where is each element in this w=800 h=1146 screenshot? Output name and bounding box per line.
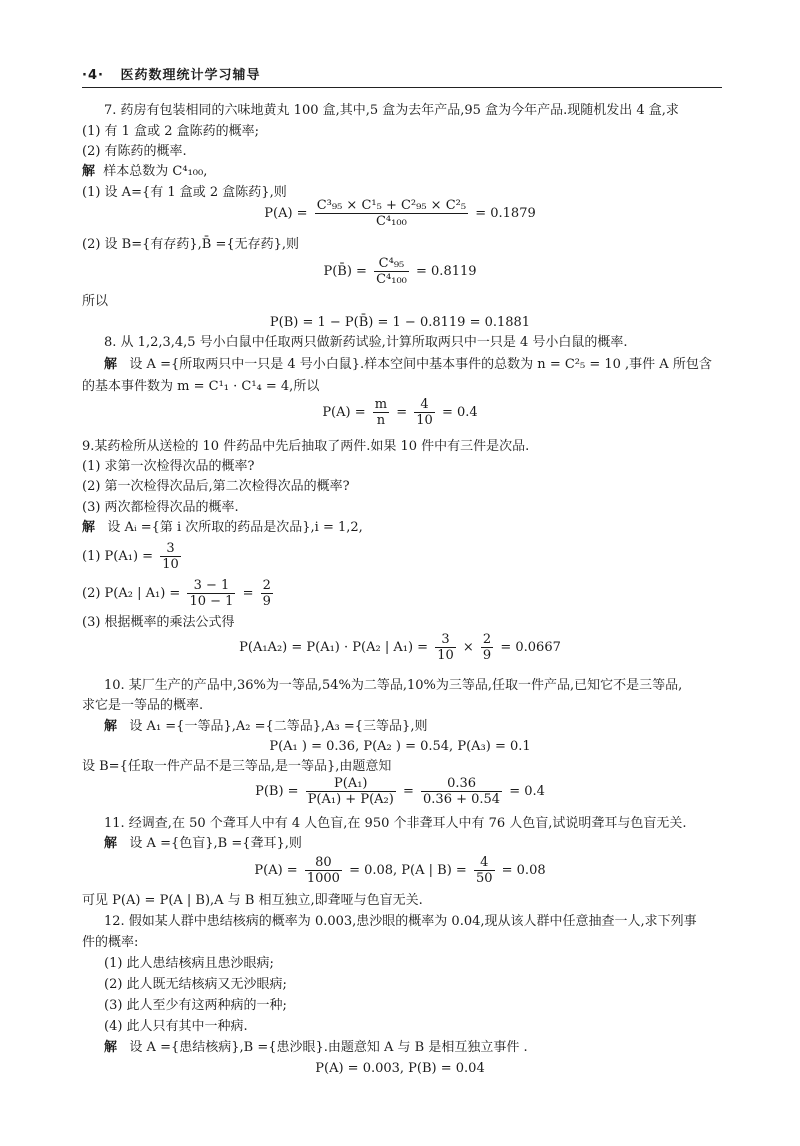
eq-lhs: P(A) =: [264, 206, 308, 221]
numerator: 80: [305, 855, 342, 871]
eq-result: = 0.1879: [475, 206, 536, 221]
fraction: [474, 855, 495, 886]
eq-result: = 0.4: [509, 784, 545, 799]
solution-label: 解: [82, 164, 96, 179]
q9-solution-text: 设 Aᵢ ={第 i 次所取的药品是次品},i = 1,2,: [107, 520, 363, 535]
denominator: C⁴₁₀₀: [376, 272, 407, 287]
q7-s2-equation: [0, 256, 800, 287]
q7-s1-text: (1) 设 A={有 1 盒或 2 盒陈药},则: [82, 185, 287, 200]
q10-solution-intro: [104, 718, 427, 736]
q9-part2: (2) 第一次检得次品后,第二次检得次品的概率?: [82, 479, 350, 494]
denominator: 1000: [306, 871, 340, 886]
fraction: [315, 198, 468, 229]
q10-stem-cont: 求它是一等品的概率.: [82, 698, 204, 713]
q7-s2-text: (2) 设 B={有存药},B̄ ={无存药},则: [82, 237, 300, 252]
fraction: [160, 541, 181, 572]
eq-result: = 0.08: [501, 863, 546, 878]
q11-stem: 11. 经调查,在 50 个聋耳人中有 4 人色盲,在 950 个非聋耳人中有 76 人色盲,试说明聋耳与色盲无关.: [104, 816, 687, 831]
numerator: 3: [160, 541, 181, 557]
numerator: 3: [435, 632, 456, 648]
q8-solution-intro: [104, 356, 712, 374]
denominator: 0.36 + 0.54: [423, 792, 501, 807]
solution-label: 解: [104, 719, 118, 734]
denominator: 10 − 1: [189, 594, 234, 609]
eq-lhs: P(A) =: [322, 405, 366, 420]
q8-solution-cont: 的基本事件数为 m = C¹₁ · C¹₄ = 4,所以: [82, 379, 320, 394]
denominator: 9: [262, 594, 271, 609]
eq-middle: = 0.08, P(A | B) =: [349, 863, 467, 878]
q12-solution-text: 设 A ={患结核病},B ={患沙眼}.由题意知 A 与 B 是相互独立事件 .: [129, 1040, 528, 1055]
eq-sign: =: [396, 405, 408, 420]
denominator: 50: [475, 871, 493, 886]
header-rule: [82, 87, 722, 88]
eq-result: = 0.0667: [500, 640, 561, 655]
eq-sign: =: [402, 784, 414, 799]
eq-lhs: (2) P(A₂ | A₁) =: [82, 586, 181, 601]
denominator: 10: [162, 557, 179, 572]
fraction: [435, 632, 456, 663]
numerator: 0.36: [421, 776, 502, 792]
q11-equation: [0, 855, 800, 886]
fraction: [306, 776, 396, 807]
eq-lhs: P(A₁A₂) = P(A₁) · P(A₂ | A₁) =: [239, 640, 429, 655]
q12-part1: (1) 此人患结核病且患沙眼病;: [104, 956, 274, 971]
q9-answer1: [82, 541, 184, 572]
numerator: m: [374, 397, 388, 412]
q10-equation: [0, 776, 800, 807]
fraction: [305, 855, 342, 886]
eq-lhs: (1) P(A₁) =: [82, 549, 154, 564]
q12-stem-cont: 件的概率:: [82, 935, 139, 950]
fraction: [187, 578, 235, 609]
denominator: P(A₁) + P(A₂): [307, 792, 394, 807]
solution-label: 解: [104, 357, 118, 372]
q11-conclusion: 可见 P(A) = P(A | B),A 与 B 相互独立,即聋哑与色盲无关.: [82, 893, 423, 908]
page-number: ·4·: [82, 68, 104, 83]
numerator: P(A₁): [306, 776, 396, 792]
q10-probabilities: P(A₁ ) = 0.36, P(A₂ ) = 0.54, P(A₃) = 0.1: [269, 739, 531, 754]
q9-answer3-text: (3) 根据概率的乘法公式得: [82, 615, 235, 630]
q11-solution-text: 设 A ={色盲},B ={聋耳},则: [129, 836, 302, 851]
fraction: [373, 397, 389, 428]
q12-part3: (3) 此人至少有这两种病的一种;: [104, 998, 287, 1013]
solution-label: 解: [104, 1040, 118, 1055]
q7-part2: (2) 有陈药的概率.: [82, 144, 187, 159]
numerator: C⁴₉₅: [374, 256, 409, 272]
q12-part4: (4) 此人只有其中一种病.: [104, 1019, 248, 1034]
q7-part1: (1) 有 1 盒或 2 盒陈药的概率;: [82, 124, 259, 139]
q8-equation: [0, 397, 800, 428]
solution-label: 解: [82, 520, 96, 535]
book-title: 医药数理统计学习辅导: [120, 68, 261, 83]
q7-solution-text: 样本总数为 C⁴₁₀₀,: [103, 164, 208, 179]
fraction: [374, 256, 409, 287]
denominator: C⁴₁₀₀: [375, 214, 407, 229]
denominator: 9: [482, 648, 492, 663]
q10-define-b: 设 B={任取一件产品不是三等品,是一等品},由题意知: [82, 759, 392, 774]
numerator: 3 − 1: [187, 578, 235, 594]
q8-stem: 8. 从 1,2,3,4,5 号小白鼠中任取两只做新药试验,计算所取两只中一只是 4 号小白鼠的概率.: [104, 335, 628, 350]
q9-stem: 9.某药检所从送检的 10 件药品中先后抽取了两件.如果 10 件中有三件是次品.: [82, 439, 530, 454]
q12-solution-intro: [104, 1039, 528, 1057]
numerator: 2: [482, 632, 492, 647]
eq-lhs: P(B) =: [255, 784, 299, 799]
q7-s1-equation: [0, 198, 800, 229]
denominator: 10: [416, 413, 433, 428]
q9-part1: (1) 求第一次检得次品的概率?: [82, 459, 255, 474]
q7-so: 所以: [82, 294, 109, 309]
q12-part2: (2) 此人既无结核病又无沙眼病;: [104, 977, 287, 992]
q7-solution-intro: [82, 163, 207, 181]
q10-stem: 10. 某厂生产的产品中,36%为一等品,54%为二等品,10%为三等品,任取一件产品,已知它不是三等品,: [104, 678, 683, 693]
eq-result: = 0.8119: [416, 264, 477, 279]
solution-label: 解: [104, 836, 118, 851]
denominator: 10: [437, 648, 454, 663]
q8-solution-text: 设 A ={所取两只中一只是 4 号小白鼠}.样本空间中基本事件的总数为 n = C²₅ = 10 ,事件 A 所包含: [129, 357, 712, 372]
q7-final-equation: P(B) = 1 − P(B̄) = 1 − 0.8119 = 0.1881: [269, 315, 531, 330]
eq-result: = 0.4: [441, 405, 478, 420]
q9-solution-intro: [82, 519, 363, 537]
eq-sign: =: [242, 586, 254, 601]
q9-answer2: [82, 578, 276, 609]
numerator: 4: [414, 397, 435, 413]
denominator: n: [376, 413, 386, 428]
q9-answer3-equation: [0, 632, 800, 663]
eq-times: ×: [462, 640, 474, 655]
eq-lhs: P(B̄) =: [323, 264, 367, 279]
fraction: [414, 397, 435, 428]
numerator: 4: [474, 855, 495, 871]
q11-solution-intro: [104, 835, 302, 853]
eq-lhs: P(A) =: [254, 863, 298, 878]
page-header: [82, 64, 722, 83]
fraction: [261, 578, 273, 609]
q9-part3: (3) 两次都检得次品的概率.: [82, 500, 239, 515]
q12-probabilities: P(A) = 0.003, P(B) = 0.04: [315, 1061, 485, 1076]
numerator: C³₉₅ × C¹₅ + C²₉₅ × C²₅: [316, 198, 467, 213]
q7-stem: 7. 药房有包装相同的六味地黄丸 100 盒,其中,5 盒为去年产品,95 盒为今年产品.现随机发出 4 盒,求: [104, 103, 679, 118]
fraction: [481, 632, 493, 663]
q12-stem: 12. 假如某人群中患结核病的概率为 0.003,患沙眼的概率为 0.04,现从该人群中任意抽查一人,求下列事: [104, 914, 697, 929]
q10-solution-text: 设 A₁ ={一等品},A₂ ={二等品},A₃ ={三等品},则: [129, 719, 428, 734]
fraction: [421, 776, 502, 807]
numerator: 2: [262, 578, 271, 593]
